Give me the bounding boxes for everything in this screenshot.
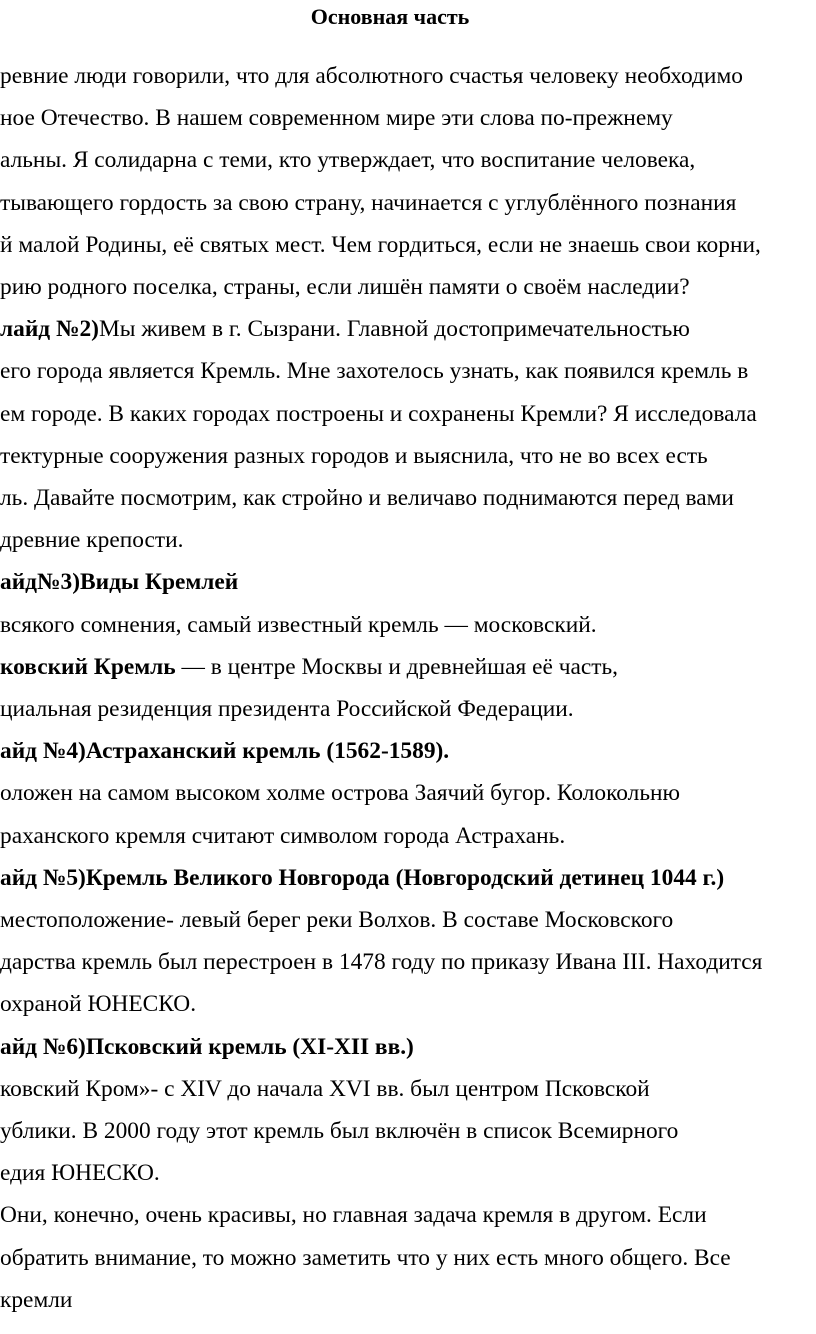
text-segment: едия ЮНЕСКО. [0, 1160, 160, 1187]
text-segment: дарства кремль был перестроен в 1478 году по приказу Ивана III. Находится [0, 949, 763, 976]
text-line [0, 737, 449, 765]
text-segment: местоположение- левый берег реки Волхов. В составе Московского [0, 907, 674, 933]
text-line [0, 189, 736, 217]
text-line [0, 1117, 678, 1145]
bold-text: айд №6)Псковский кремль (XI-XII вв.) [0, 1033, 414, 1060]
text-segment: раханского кремля считают символом города Астрахань. [0, 822, 566, 849]
text-segment: альны. Я солидарна с теми, кто утверждает, что воспитание человека, [0, 147, 696, 174]
text-line [0, 948, 762, 976]
text-line [0, 484, 734, 512]
text-segment: ное Отечество. В нашем современном мире эти слова по-прежнему [0, 105, 673, 132]
text-line [0, 273, 690, 301]
text-segment: ревние люди говорили, что для абсолютного счастья человеку необходимо [0, 63, 743, 89]
bold-text: ковский Кремль [0, 653, 176, 680]
text-segment: всякого сомнения, самый известный кремль — московский. [0, 611, 597, 638]
text-segment: рию родного поселка, страны, если лишён памяти о своём наследии? [0, 274, 690, 300]
text-segment: древние крепости. [0, 527, 184, 554]
text-line [0, 357, 748, 385]
text-line [0, 146, 695, 174]
text-segment: тектурные сооружения разных городов и выяснила, что не во всех есть [0, 442, 708, 469]
text-line [0, 1075, 650, 1103]
text-line [0, 1201, 707, 1229]
text-line [0, 1159, 160, 1187]
text-line [0, 568, 238, 596]
text-segment: кремли [0, 1286, 73, 1313]
bold-text: айд №5)Кремль Великого Новгорода (Новгородский детинец 1044 г.) [0, 864, 725, 891]
text-line [0, 104, 673, 132]
text-segment: оложен на самом высоком холме острова Заячий бугор. Колокольню [0, 780, 680, 807]
text-line [0, 906, 673, 934]
text-segment: охраной ЮНЕСКО. [0, 991, 197, 1018]
text-segment: ублики. В 2000 году этот кремль был включён в список Всемирного [0, 1118, 679, 1144]
text-segment: тывающего гордость за свою страну, начинается с углублённого познания [0, 189, 737, 216]
text-line [0, 864, 724, 892]
text-line [0, 822, 565, 850]
text-segment: Мы живем в г. Сызрани. Главной достопримечательностью [98, 316, 690, 343]
text-line [0, 62, 743, 90]
text-segment: циальная резиденция президента Российской Федерации. [0, 696, 574, 722]
text-line [0, 400, 757, 428]
text-line [0, 1286, 72, 1314]
text-segment: й малой Родины, её святых мест. Чем гордиться, если не знаешь свои корни, [0, 231, 761, 258]
text-segment: — в центре Москвы и древнейшая её часть, [175, 653, 618, 680]
text-segment: ковский Кром»- с XIV до начала XVI вв. был центром Псковской [0, 1075, 650, 1102]
text-segment: ем городе. В каких городах построены и сохранены Кремли? Я исследовала [0, 400, 757, 427]
text-line [0, 653, 618, 681]
text-line [0, 442, 708, 470]
text-line [0, 695, 574, 723]
bold-text: айд №4)Астраханский кремль (1562-1589). [0, 738, 450, 765]
text-line [0, 990, 196, 1018]
text-line [0, 779, 680, 807]
text-line [0, 611, 597, 639]
text-line [0, 1244, 731, 1272]
heading: Основная часть [310, 4, 470, 29]
text-segment: обратить внимание, то можно заметить что у них есть много общего. Все [0, 1244, 731, 1271]
text-segment: Они, конечно, очень красивы, но главная задача кремля в другом. Если [0, 1202, 707, 1229]
text-segment: его города является Кремль. Мне захотелось узнать, как появился кремль в [0, 358, 749, 385]
text-segment: ль. Давайте посмотрим, как стройно и величаво поднимаются перед вами [0, 485, 734, 511]
text-line [0, 1033, 414, 1061]
bold-text: лайд №2) [0, 316, 99, 343]
text-line [0, 231, 761, 259]
bold-text: айд№3)Виды Кремлей [0, 569, 239, 596]
text-line [0, 315, 690, 343]
text-line [0, 526, 184, 554]
